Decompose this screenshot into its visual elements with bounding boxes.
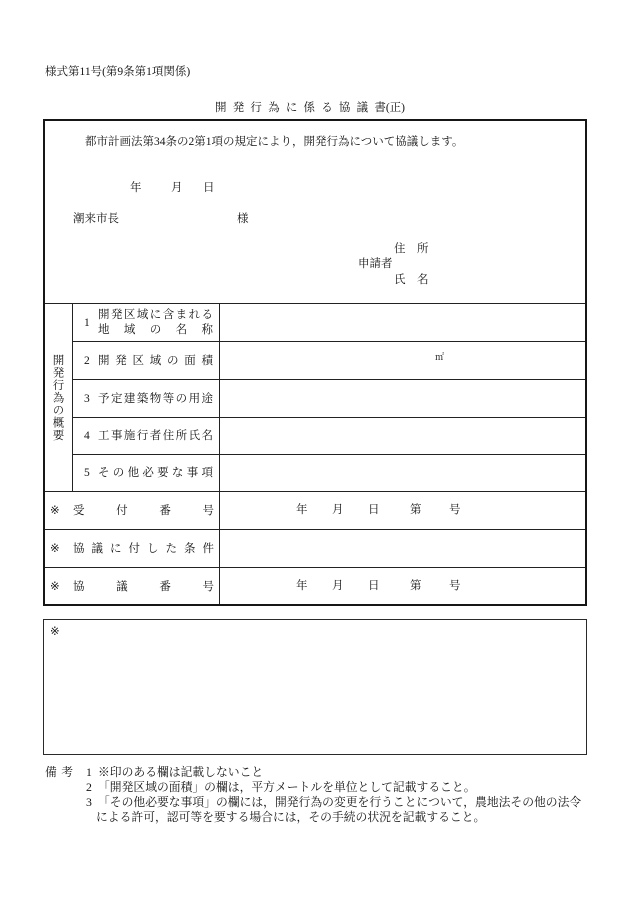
- note-text-continuation: による許可，認可等を要する場合には，その手続の状況を記載すること。: [96, 810, 486, 824]
- consultation-statement: 都市計画法第34条の2第1項の規定により，開発行為について協議します。: [85, 136, 464, 148]
- notes-heading-char: 考: [61, 765, 73, 779]
- applicant-label: 申請者: [358, 258, 393, 270]
- value-number-suffix: 号: [449, 580, 461, 592]
- overview-row-label-char: 名: [201, 430, 213, 442]
- overview-row-label-char: 項: [201, 467, 213, 479]
- office-row-label-char: し: [147, 542, 159, 555]
- overview-section-label: [43, 303, 73, 491]
- form-title-char: 書(正): [374, 102, 405, 114]
- office-row-label-char: 番: [159, 504, 171, 517]
- office-row-label-char: 件: [202, 542, 214, 555]
- honorific: 様: [237, 213, 249, 225]
- office-row-label-char: 付: [116, 504, 128, 517]
- note-text: ※印のある欄は記載しないこと: [98, 765, 264, 779]
- overview-row-contractor: [73, 417, 587, 454]
- office-row-label: [73, 542, 214, 556]
- note-number: 3: [86, 795, 92, 809]
- overview-row-label-char: 発: [115, 354, 127, 367]
- overview-row-label-line-char: [189, 323, 201, 338]
- overview-row-label-char: 域: [149, 354, 162, 367]
- form-number: 様式第11号(第9条第1項関係): [45, 66, 191, 78]
- overview-row-area-name: [73, 303, 587, 341]
- overview-row-label-line-char: 域: [123, 323, 136, 336]
- overview-row-label-line-char: 域: [136, 308, 149, 321]
- office-row-label-char: 受: [73, 504, 85, 517]
- overview-row-label-line-char: の: [149, 323, 162, 336]
- overview-row-label: [98, 308, 213, 338]
- note-number: 2: [86, 780, 92, 794]
- overview-row-label-char: 施: [123, 430, 136, 442]
- value-day-label: 日: [368, 580, 380, 592]
- overview-row-other-matters: [73, 454, 587, 491]
- consultation-conditions-row: [43, 529, 587, 567]
- contractor-field: [220, 418, 587, 454]
- value-number-suffix: 号: [449, 504, 461, 516]
- office-row-label-cell: [43, 568, 220, 606]
- overview-row-building-use: [73, 379, 587, 417]
- note-text: 「その他必要な事項」の欄には，開発行為の変更を行うことについて，農地法その他の法令: [98, 795, 582, 809]
- overview-row-label-char: の: [112, 467, 125, 479]
- office-use-mark: ※: [50, 581, 60, 593]
- overview-row-label-char: の: [167, 354, 179, 367]
- overview-row-label-char: 行: [136, 430, 149, 442]
- office-row-label-char: 付: [128, 542, 140, 555]
- form-title-char: 議: [356, 102, 369, 114]
- value-number-prefix: 第: [410, 504, 422, 516]
- office-row-label-cell: [43, 530, 220, 567]
- overview-row-label-char: 必: [142, 467, 154, 479]
- overview-row-label-line-char: 地: [98, 323, 110, 336]
- note-text: 「開発区域の面積」の欄は，平方メートルを単位として記載すること。: [98, 780, 476, 794]
- overview-row-number: 1: [84, 316, 90, 329]
- overview-row-number: 3: [84, 392, 90, 405]
- overview-row-label-line-char: 開: [98, 308, 110, 321]
- notes-heading-char: 備: [45, 765, 57, 779]
- overview-row-label-char: 事: [186, 467, 199, 479]
- overview-row-label-line-char: に: [149, 308, 162, 321]
- overview-row-label-char: 要: [157, 467, 169, 479]
- overview-row-label-line-char: れ: [188, 308, 201, 321]
- value-month-label: 月: [332, 504, 344, 516]
- addressee: 潮来市長: [73, 213, 119, 225]
- overview-row-label-char: な: [171, 467, 184, 479]
- overview-row-label-line-char: る: [201, 308, 213, 321]
- office-row-label-char: 議: [91, 542, 103, 555]
- form-title-char: 為: [268, 102, 280, 114]
- date-day-label: 日: [203, 182, 215, 194]
- office-row-label-char: 条: [184, 542, 196, 555]
- overview-row-label-cell: [73, 380, 220, 417]
- office-row-label-char: 協: [73, 581, 85, 593]
- overview-row-label-cell: [73, 455, 220, 491]
- overview-row-label-char: 建: [123, 392, 136, 405]
- consultation-number-row: [43, 567, 587, 606]
- overview-row-label-char: 所: [175, 430, 188, 442]
- notes-heading: [45, 765, 73, 779]
- office-row-label-char: 協: [73, 542, 85, 555]
- overview-row-label: [98, 429, 213, 443]
- office-row-label-char: に: [110, 542, 122, 555]
- office-row-label-char: た: [165, 542, 177, 555]
- office-row-label: [73, 580, 214, 594]
- overview-section-label-text: 開発行為の概要: [51, 353, 64, 442]
- other-matters-field: [220, 455, 587, 491]
- overview-row-label-line: [98, 308, 213, 323]
- overview-row-label-char: 開: [98, 354, 110, 367]
- note-number: 1: [86, 765, 92, 779]
- overview-row-label-char: 築: [136, 392, 149, 405]
- form-title: [215, 101, 405, 115]
- value-year-label: 年: [296, 580, 308, 592]
- overview-row-label-line: [98, 323, 213, 338]
- overview-row-label-char: 区: [132, 354, 144, 367]
- overview-row-label-line-char: [137, 323, 149, 338]
- receipt-number-field: [220, 492, 587, 529]
- overview-row-label-char: 氏: [188, 430, 201, 442]
- value-number-prefix: 第: [410, 580, 422, 592]
- overview-row-label-char: 面: [184, 354, 196, 367]
- consultation-form-table: [43, 119, 587, 606]
- form-title-char: 係: [303, 102, 316, 114]
- form-title-char: 協: [338, 102, 351, 114]
- overview-row-label-char: 積: [201, 354, 213, 367]
- overview-row-label-line-char: 称: [201, 323, 213, 336]
- value-month-label: 月: [332, 580, 344, 592]
- overview-row-area-size: [73, 341, 587, 379]
- overview-row-label-line-char: [163, 323, 175, 338]
- overview-row-number: 2: [84, 354, 90, 367]
- overview-row-number: 4: [84, 430, 90, 442]
- overview-row-label-char: 定: [110, 392, 123, 405]
- overview-row-label-line-char: ま: [175, 308, 188, 321]
- applicant-address-label: 住 所: [394, 243, 429, 255]
- overview-row-label-char: 用: [188, 392, 201, 405]
- overview-row-label-char: 等: [162, 392, 175, 405]
- office-use-mark: ※: [50, 504, 60, 517]
- office-row-label-char: 号: [202, 581, 214, 593]
- office-row-label: [73, 504, 214, 518]
- area-name-field: [220, 304, 587, 341]
- office-row-label-cell: [43, 492, 220, 529]
- consultation-number-field: [220, 568, 587, 606]
- overview-row-label-char: 物: [149, 392, 162, 405]
- form-title-char: に: [285, 102, 298, 114]
- form-title-char: 行: [250, 102, 262, 114]
- overview-row-label-char: 者: [149, 430, 162, 442]
- office-row-label-char: 番: [159, 581, 171, 593]
- form-title-char: 発: [232, 102, 245, 114]
- overview-row-label-char: 他: [127, 467, 140, 479]
- office-remarks-box: [43, 619, 587, 755]
- value-day-label: 日: [368, 504, 380, 516]
- overview-row-label-char: 予: [98, 392, 110, 405]
- overview-row-label-line-char: 区: [123, 308, 136, 321]
- office-use-mark: ※: [50, 626, 60, 638]
- date-year-label: 年: [130, 182, 142, 194]
- applicant-name-label: 氏 名: [394, 274, 429, 286]
- square-meter-unit: ㎡: [435, 352, 445, 362]
- overview-row-label-line-char: 含: [162, 308, 175, 321]
- office-row-label-char: 議: [116, 581, 128, 593]
- overview-row-label-cell: [73, 418, 220, 454]
- office-use-mark: ※: [50, 542, 60, 555]
- application-header-section: [43, 119, 587, 303]
- overview-row-label-cell: [73, 304, 220, 341]
- overview-row-label: [98, 354, 213, 368]
- overview-row-label-line-char: 名: [175, 323, 188, 336]
- overview-row-label-char: 事: [110, 430, 123, 442]
- building-use-field: [220, 380, 587, 417]
- overview-row-number: 5: [84, 467, 90, 479]
- form-title-char: る: [321, 102, 333, 114]
- overview-row-label: [98, 392, 213, 406]
- date-month-label: 月: [171, 182, 183, 194]
- overview-row-label-char: 工: [98, 430, 110, 442]
- office-row-label-char: 号: [202, 504, 214, 517]
- overview-row-label-cell: [73, 342, 220, 379]
- value-year-label: 年: [296, 504, 308, 516]
- receipt-number-row: [43, 491, 587, 529]
- overview-row-label-char: 途: [201, 392, 213, 405]
- overview-row-label-line-char: [111, 323, 123, 338]
- overview-row-label-char: の: [175, 392, 188, 405]
- overview-row-label: [98, 466, 213, 480]
- consultation-conditions-field: [220, 530, 587, 567]
- overview-row-label-char: そ: [98, 467, 110, 479]
- overview-row-label-char: 住: [162, 430, 175, 442]
- overview-row-label-line-char: 発: [110, 308, 123, 321]
- form-title-char: 開: [215, 102, 227, 114]
- area-size-field: [220, 342, 587, 379]
